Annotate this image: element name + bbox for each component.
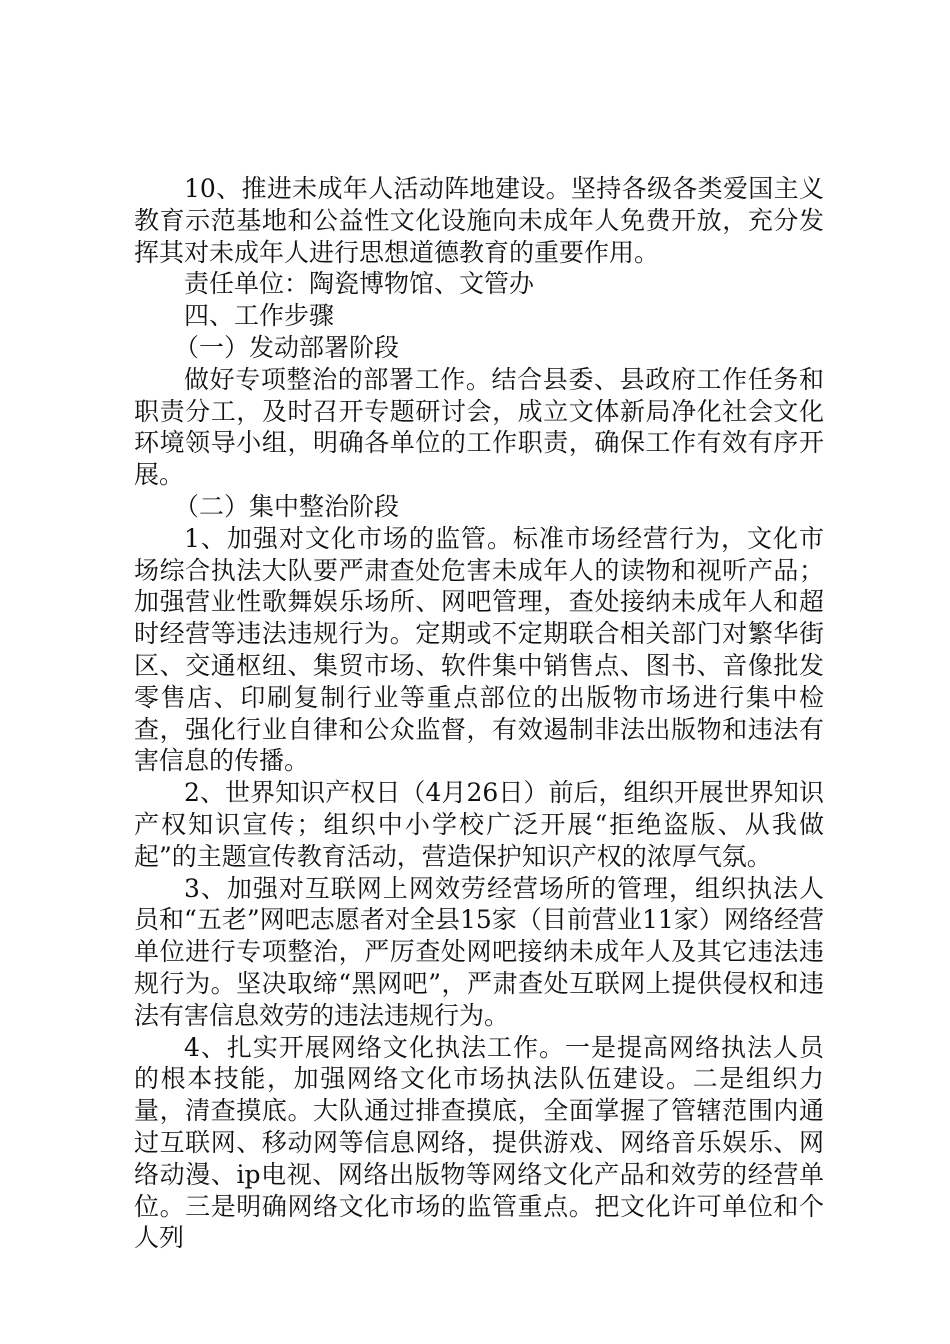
responsible-unit-line: 责任单位：陶瓷博物馆、文管办	[184, 269, 535, 299]
document-body	[134, 173, 824, 1254]
subsection-heading-mobilization: （一）发动部署阶段	[174, 332, 400, 362]
section-heading-work-steps: 四、工作步骤	[184, 301, 335, 331]
paragraph-deployment: 做好专项整治的部署工作。结合县委、县政府工作任务和职责分工，及时召开专题研讨会，成立文体新局净化社会文化环境领导小组，明确各单位的工作职责，确保工作有效有序开展。	[134, 364, 824, 490]
paragraph-item-3: 3、加强对互联网上网效劳经营场所的管理，组织执法人员和“五老”网吧志愿者对全县15家（目前营业11家）网络经营单位进行专项整治，严厉查处网吧接纳未成年人及其它违法违规行为。坚决取缔“黑网吧”，严肃查处互联网上提供侵权和违法有害信息效劳的违法违规行为。	[134, 873, 824, 1030]
paragraph-item-2: 2、世界知识产权日（4月26日）前后，组织开展世界知识产权知识宣传；组织中小学校广泛开展“拒绝盗版、从我做起”的主题宣传教育活动，营造保护知识产权的浓厚气氛。	[134, 778, 824, 871]
paragraph-item-4: 4、扎实开展网络文化执法工作。一是提高网络执法人员的根本技能，加强网络文化市场执法队伍建设。二是组织力量，清查摸底。大队通过排查摸底，全面掌握了管辖范围内通过互联网、移动网等信息网络，提供游戏、网络音乐娱乐、网络动漫、ip电视、网络出版物等网络文化产品和效劳的经营单位。三是明确网络文化市场的监管重点。把文化许可单位和个人列	[134, 1032, 824, 1253]
paragraph-item-1: 1、加强对文化市场的监管。标准市场经营行为，文化市场综合执法大队要严肃查处危害未成年人的读物和视听产品；加强营业性歌舞娱乐场所、网吧管理，查处接纳未成年人和超时经营等违法违规行为。定期或不定期联合相关部门对繁华街区、交通枢纽、集贸市场、软件集中销售点、图书、音像批发零售店、印刷复制行业等重点部位的出版物市场进行集中检查，强化行业自律和公众监督，有效遏制非法出版物和违法有害信息的传播。	[134, 523, 824, 776]
subsection-heading-rectification: （二）集中整治阶段	[174, 491, 400, 521]
paragraph-item-10: 10、推进未成年人活动阵地建设。坚持各级各类爱国主义教育示范基地和公益性文化设施向未成年人免费开放，充分发挥其对未成年人进行思想道德教育的重要作用。	[134, 174, 824, 267]
